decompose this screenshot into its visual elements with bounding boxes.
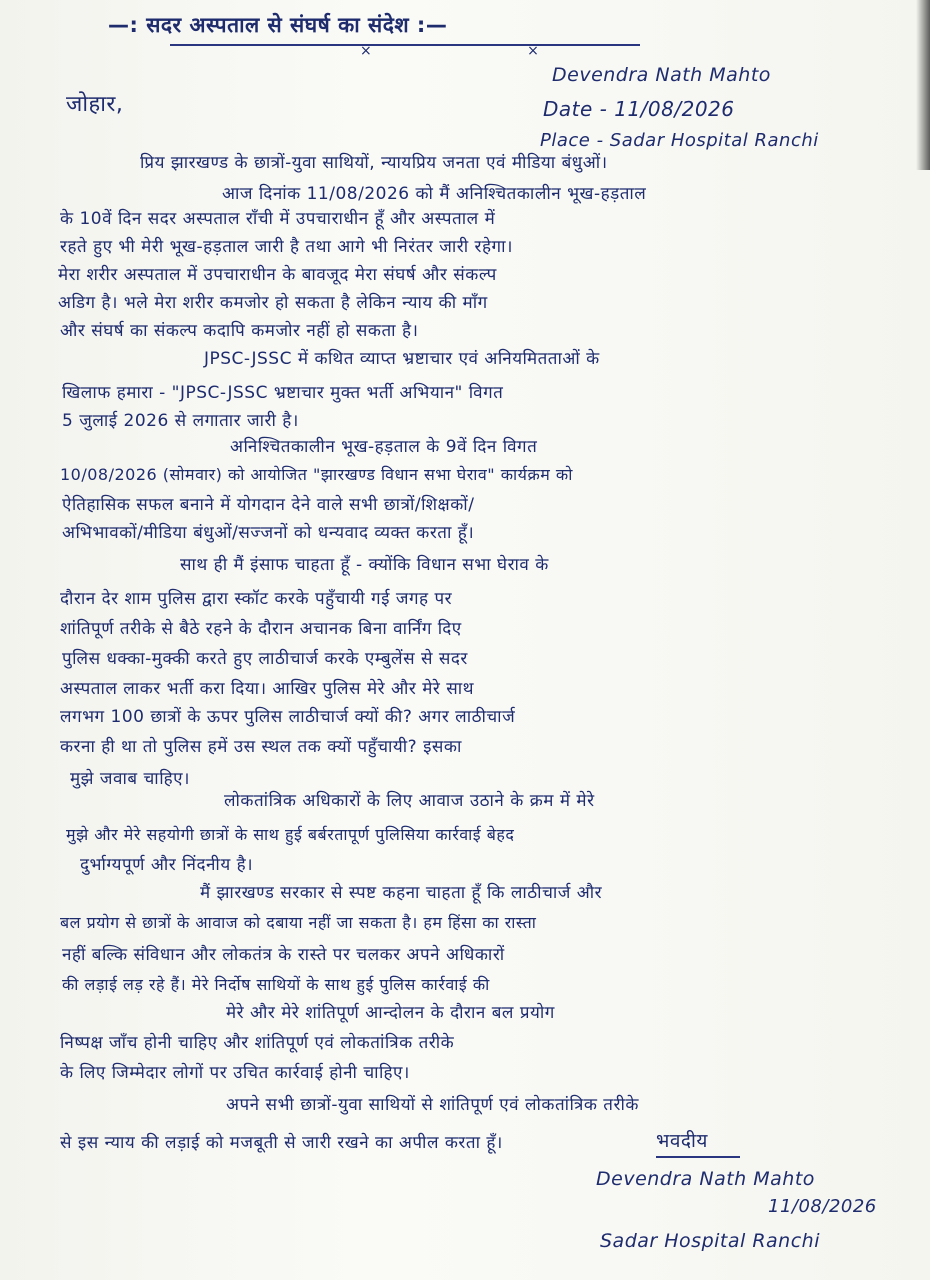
body-line: के लिए जिम्मेदार लोगों पर उचित कार्रवाई होनी चाहिए। [60,1063,410,1083]
body-line: रहते हुए भी मेरी भूख-हड़ताल जारी है तथा आगे भी निरंतर जारी रहेगा। [60,237,513,257]
body-line: बल प्रयोग से छात्रों के आवाज को दबाया नहीं जा सकता है। हम हिंसा का रास्ता [60,913,537,932]
body-line: खिलाफ हमारा - "JPSC-JSSC भ्रष्टाचार मुक्त भर्ती अभियान" विगत [62,383,504,403]
letter-title: —: सदर अस्पताल से संघर्ष का संदेश :— [108,13,448,37]
salutation: जोहार, [66,92,124,117]
body-line: अपने सभी छात्रों-युवा साथियों से शांतिपूर्ण एवं लोकतांत्रिक तरीके [226,1095,639,1115]
page-edge-shadow [916,0,930,170]
body-line: मुझे और मेरे सहयोगी छात्रों के साथ हुई बर्बरतापूर्ण पुलिसिया कार्रवाई बेहद [66,825,515,844]
body-line: लोकतांत्रिक अधिकारों के लिए आवाज उठाने के क्रम में मेरे [224,791,595,811]
body-line: अभिभावकों/मीडिया बंधुओं/सज्जनों को धन्यवाद व्यक्त करता हूँ। [62,523,475,543]
body-line: मेरे और मेरे शांतिपूर्ण आन्दोलन के दौरान बल प्रयोग [226,1003,555,1023]
body-line: ऐतिहासिक सफल बनाने में योगदान देने वाले सभी छात्रों/शिक्षकों/ [62,495,475,515]
body-line: दौरान देर शाम पुलिस द्वारा स्कॉट करके पहुँचायी गई जगह पर [60,589,453,609]
underline-marks: × × [360,43,540,59]
signature-place: Sadar Hospital Ranchi [600,1230,820,1252]
valediction-underline [656,1156,740,1158]
body-line: अस्पताल लाकर भर्ती करा दिया। आखिर पुलिस मेरे और मेरे साथ [60,679,474,699]
header-author: Devendra Nath Mahto [552,64,771,86]
body-line: की लड़ाई लड़ रहे हैं। मेरे निर्दोष साथियों के साथ हुई पुलिस कार्रवाई की [62,975,490,994]
body-line: मैं झारखण्ड सरकार से स्पष्ट कहना चाहता हूँ कि लाठीचार्ज और [200,883,603,903]
body-line: मुझे जवाब चाहिए। [70,769,190,789]
body-line: अडिग है। भले मेरा शरीर कमजोर हो सकता है लेकिन न्याय की माँग [58,293,488,313]
body-line: के 10वें दिन सदर अस्पताल राँची में उपचाराधीन हूँ और अस्पताल में [60,209,496,229]
body-line: से इस न्याय की लड़ाई को मजबूती से जारी रखने का अपील करता हूँ। [60,1133,503,1153]
body-line: पुलिस धक्का-मुक्की करते हुए लाठीचार्ज करके एम्बुलेंस से सदर [62,649,468,669]
body-line: प्रिय झारखण्ड के छात्रों-युवा साथियों, न्यायप्रिय जनता एवं मीडिया बंधुओं। [140,153,608,173]
signature-name: Devendra Nath Mahto [596,1168,815,1190]
body-line: मेरा शरीर अस्पताल में उपचाराधीन के बावजूद मेरा संघर्ष और संकल्प [58,265,497,285]
body-line: JPSC-JSSC में कथित व्याप्त भ्रष्टाचार एवं अनियमितताओं के [204,349,600,369]
body-line: लगभग 100 छात्रों के ऊपर पुलिस लाठीचार्ज क्यों की? अगर लाठीचार्ज [60,707,516,727]
signature-date: 11/08/2026 [768,1196,877,1217]
body-line: निष्पक्ष जाँच होनी चाहिए और शांतिपूर्ण एवं लोकतांत्रिक तरीके [60,1033,455,1053]
body-line: आज दिनांक 11/08/2026 को मैं अनिश्चितकालीन भूख-हड़ताल [222,184,647,204]
body-line: साथ ही मैं इंसाफ चाहता हूँ - क्योंकि विधान सभा घेराव के [180,555,549,575]
body-line: शांतिपूर्ण तरीके से बैठे रहने के दौरान अचानक बिना वार्निंग दिए [60,619,462,639]
header-date: Date - 11/08/2026 [543,97,735,121]
body-line: और संघर्ष का संकल्प कदापि कमजोर नहीं हो सकता है। [60,321,419,341]
body-line: करना ही था तो पुलिस हमें उस स्थल तक क्यों पहुँचायी? इसका [60,737,462,757]
body-line: 10/08/2026 (सोमवार) को आयोजित "झारखण्ड विधान सभा घेराव" कार्यक्रम को [60,465,573,484]
body-line: 5 जुलाई 2026 से लगातार जारी है। [62,411,299,431]
body-line: अनिश्चितकालीन भूख-हड़ताल के 9वें दिन विगत [230,437,538,457]
body-line: नहीं बल्कि संविधान और लोकतंत्र के रास्ते पर चलकर अपने अधिकारों [62,945,505,965]
valediction: भवदीय [656,1130,708,1152]
header-place: Place - Sadar Hospital Ranchi [540,130,819,151]
body-line: दुर्भाग्यपूर्ण और निंदनीय है। [80,855,254,875]
